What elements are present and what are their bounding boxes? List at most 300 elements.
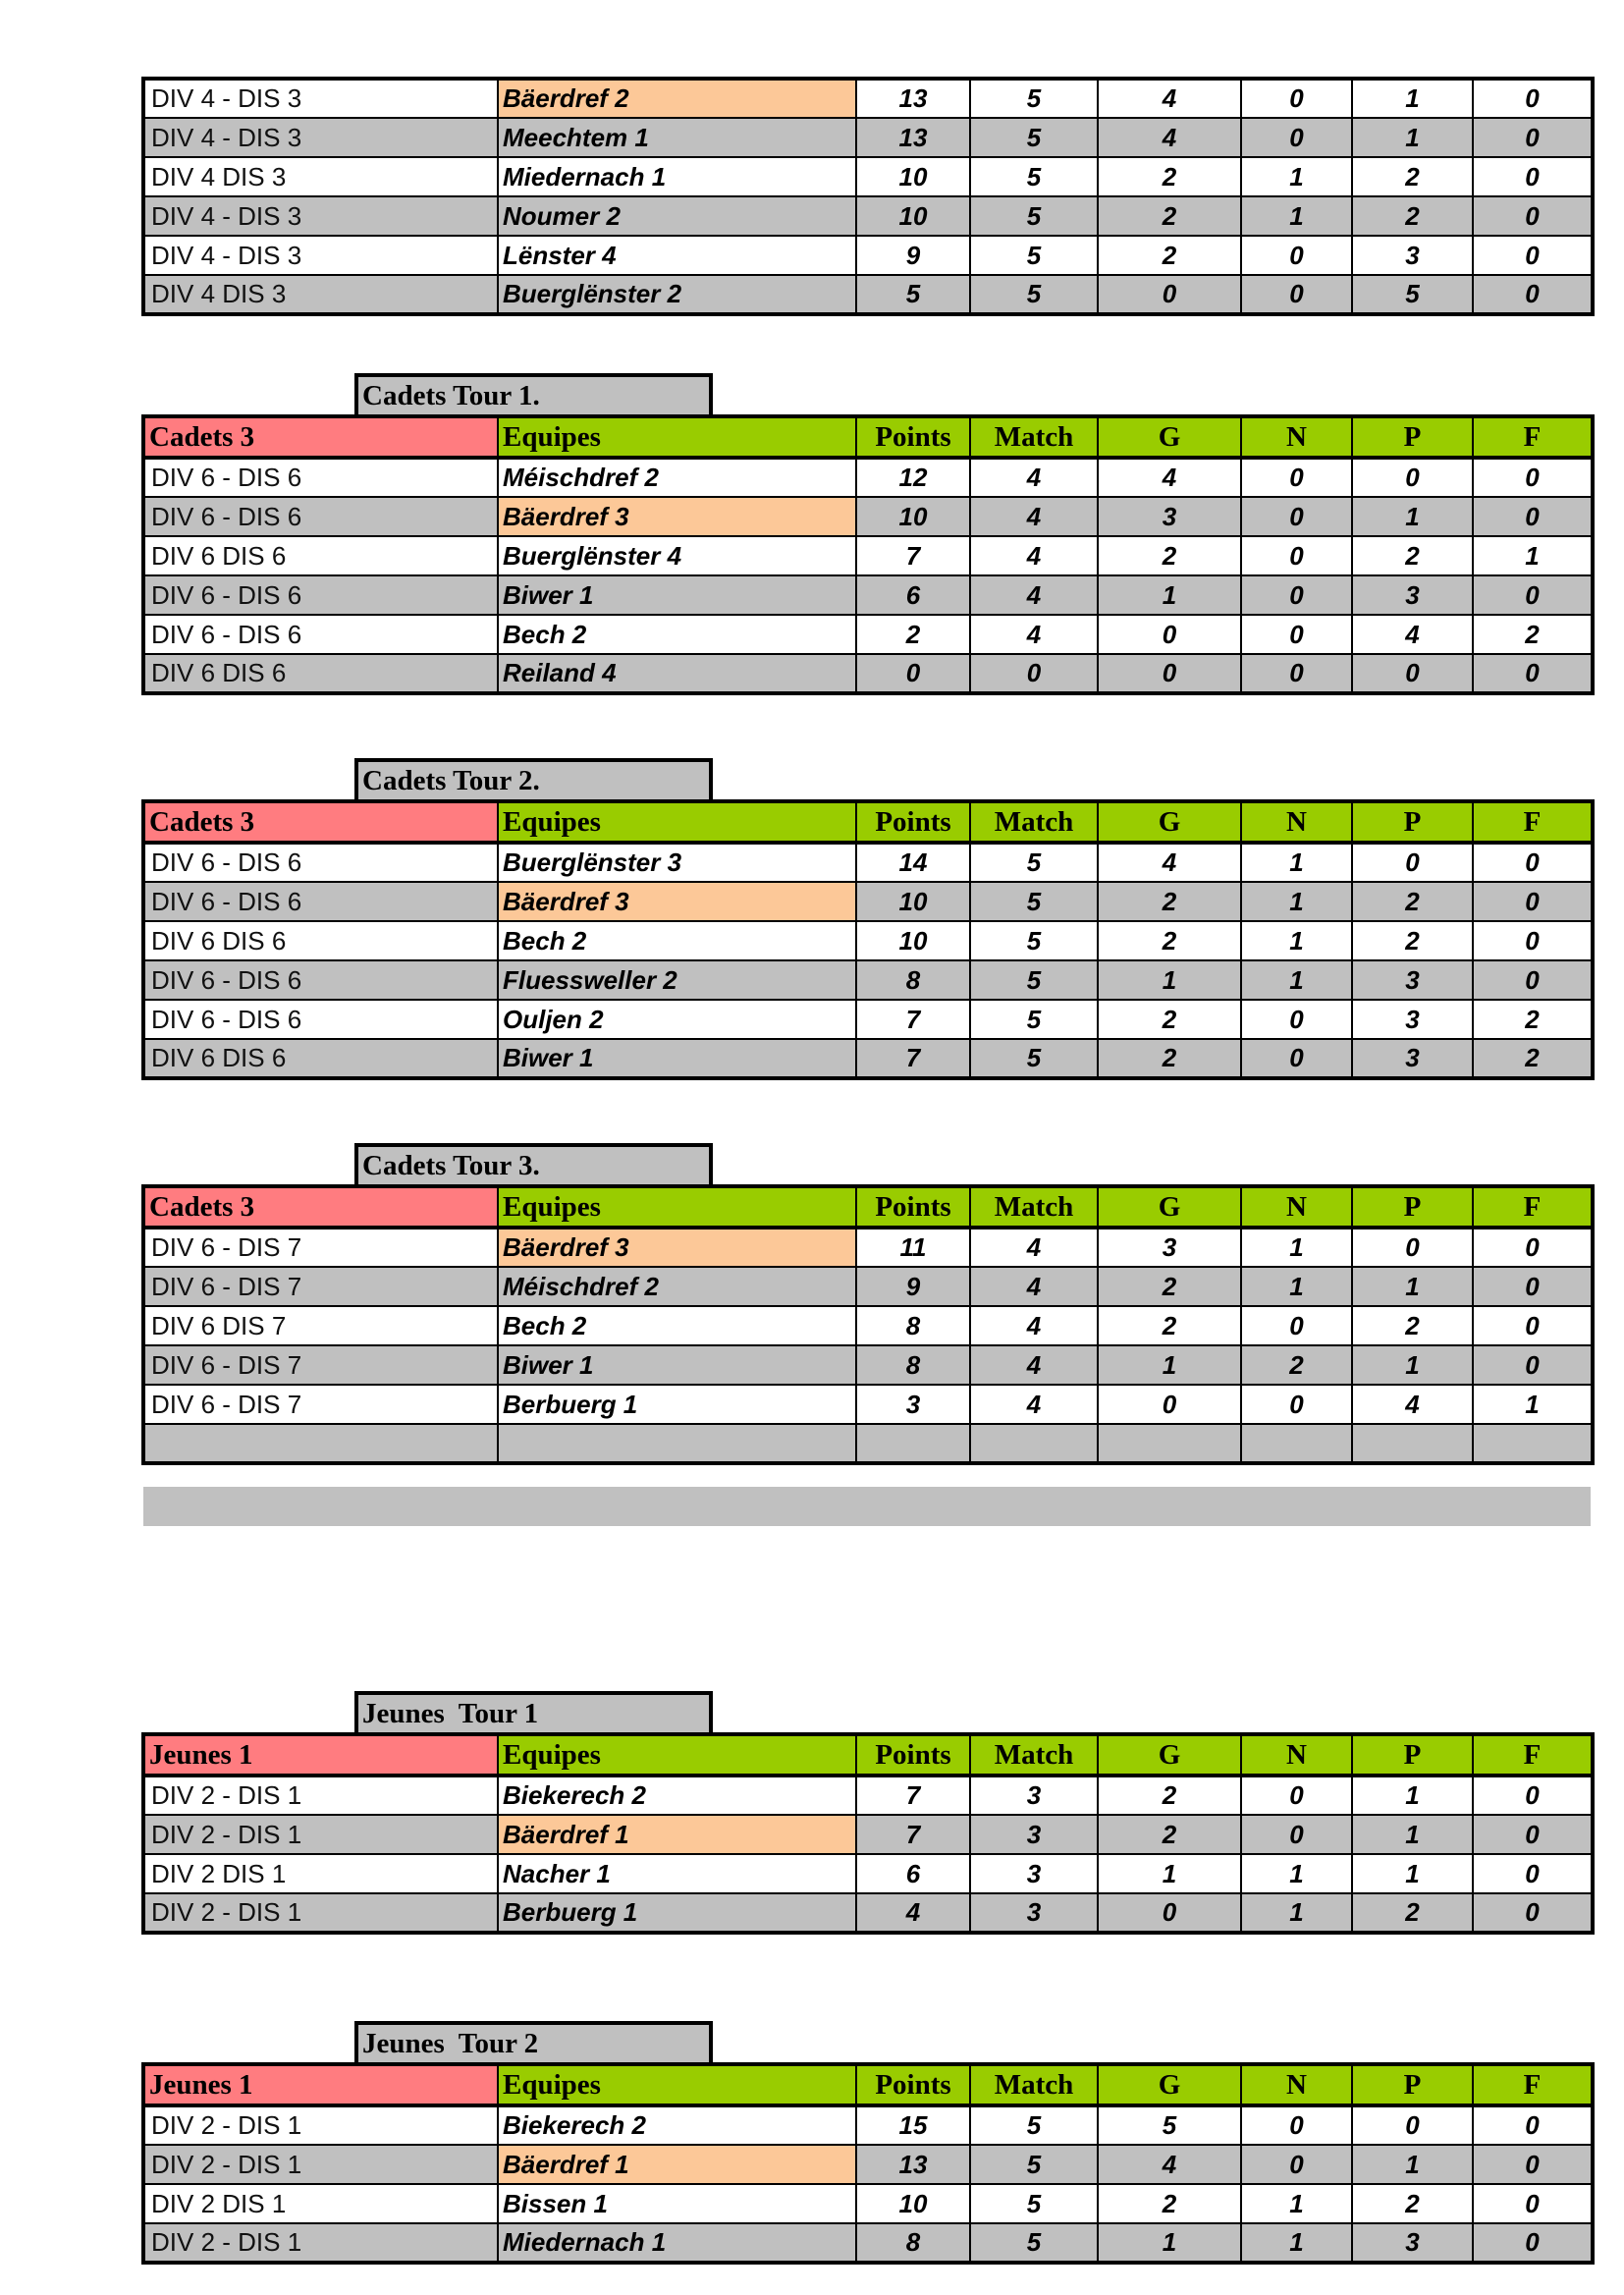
draws-cell: 0 [1241, 2105, 1352, 2145]
matches-cell: 5 [970, 157, 1098, 196]
wins-cell: 2 [1098, 2184, 1241, 2223]
wins-cell: 0 [1098, 275, 1241, 314]
table-row [143, 157, 1593, 196]
points-cell: 13 [856, 2145, 970, 2184]
points-cell: 12 [856, 458, 970, 497]
col-points: Points [856, 1734, 970, 1776]
matches-cell: 5 [970, 236, 1098, 275]
losses-cell [1352, 1424, 1473, 1463]
team-name-cell: Bech 2 [498, 921, 856, 960]
matches-cell [970, 1424, 1098, 1463]
draws-cell: 0 [1241, 1306, 1352, 1345]
losses-cell: 5 [1352, 275, 1473, 314]
draws-cell: 1 [1241, 2223, 1352, 2263]
division-cell: DIV 6 - DIS 6 [143, 882, 498, 921]
draws-cell: 1 [1241, 882, 1352, 921]
col-points: Points [856, 2064, 970, 2105]
team-name-cell: Buerglënster 2 [498, 275, 856, 314]
losses-cell: 1 [1352, 79, 1473, 118]
losses-cell: 1 [1352, 1815, 1473, 1854]
draws-cell: 1 [1241, 1267, 1352, 1306]
tour-caption: Cadets Tour 2. [354, 758, 713, 799]
team-name-cell: Bech 2 [498, 1306, 856, 1345]
division-cell: DIV 6 - DIS 7 [143, 1228, 498, 1267]
matches-cell: 5 [970, 2223, 1098, 2263]
col-g: G [1098, 801, 1241, 843]
standings-table [141, 1732, 1595, 1935]
losses-cell: 3 [1352, 2223, 1473, 2263]
division-cell: DIV 6 - DIS 6 [143, 843, 498, 882]
losses-cell: 0 [1352, 843, 1473, 882]
matches-cell: 5 [970, 960, 1098, 1000]
tour-caption: Cadets Tour 3. [354, 1143, 713, 1184]
draws-cell: 0 [1241, 275, 1352, 314]
forfeits-cell: 0 [1473, 118, 1593, 157]
wins-cell: 0 [1098, 615, 1241, 654]
losses-cell: 1 [1352, 1345, 1473, 1385]
points-cell: 9 [856, 236, 970, 275]
draws-cell: 0 [1241, 458, 1352, 497]
forfeits-cell: 0 [1473, 575, 1593, 615]
division-cell: DIV 6 - DIS 6 [143, 960, 498, 1000]
wins-cell: 4 [1098, 458, 1241, 497]
points-cell: 13 [856, 118, 970, 157]
team-name-cell: Biwer 1 [498, 1039, 856, 1078]
points-cell: 9 [856, 1267, 970, 1306]
points-cell: 2 [856, 615, 970, 654]
col-n: N [1241, 416, 1352, 458]
team-name-cell: Bäerdref 1 [498, 2145, 856, 2184]
col-match: Match [970, 801, 1098, 843]
points-cell: 7 [856, 1000, 970, 1039]
table-row [143, 1893, 1593, 1933]
col-equipes: Equipes [498, 1734, 856, 1776]
division-cell: DIV 4 - DIS 3 [143, 196, 498, 236]
col-g: G [1098, 416, 1241, 458]
col-match: Match [970, 2064, 1098, 2105]
wins-cell: 1 [1098, 2223, 1241, 2263]
header-row [143, 2064, 1593, 2105]
points-cell: 10 [856, 196, 970, 236]
points-cell: 10 [856, 2184, 970, 2223]
division-cell: DIV 6 - DIS 7 [143, 1267, 498, 1306]
points-cell: 7 [856, 536, 970, 575]
wins-cell: 3 [1098, 1228, 1241, 1267]
losses-cell: 1 [1352, 1776, 1473, 1815]
division-cell: DIV 4 DIS 3 [143, 275, 498, 314]
table-row [143, 2105, 1593, 2145]
division-cell: DIV 6 DIS 6 [143, 1039, 498, 1078]
col-equipes: Equipes [498, 2064, 856, 2105]
col-g: G [1098, 1734, 1241, 1776]
points-cell: 4 [856, 1893, 970, 1933]
matches-cell: 5 [970, 2184, 1098, 2223]
team-name-cell: Méischdref 2 [498, 1267, 856, 1306]
col-f: F [1473, 1186, 1593, 1228]
table-row [143, 118, 1593, 157]
forfeits-cell: 1 [1473, 536, 1593, 575]
wins-cell: 5 [1098, 2105, 1241, 2145]
wins-cell [1098, 1424, 1241, 1463]
draws-cell: 0 [1241, 1385, 1352, 1424]
table-row [143, 536, 1593, 575]
table-row [143, 1228, 1593, 1267]
draws-cell: 0 [1241, 118, 1352, 157]
points-cell: 5 [856, 275, 970, 314]
table-row [143, 1267, 1593, 1306]
points-cell: 14 [856, 843, 970, 882]
wins-cell: 2 [1098, 1306, 1241, 1345]
team-name-cell: Biekerech 2 [498, 1776, 856, 1815]
draws-cell: 1 [1241, 921, 1352, 960]
wins-cell: 2 [1098, 1776, 1241, 1815]
table-row [143, 2145, 1593, 2184]
team-name-cell: Noumer 2 [498, 196, 856, 236]
wins-cell: 2 [1098, 1000, 1241, 1039]
team-name-cell: Méischdref 2 [498, 458, 856, 497]
losses-cell: 2 [1352, 196, 1473, 236]
col-g: G [1098, 2064, 1241, 2105]
division-cell: DIV 6 - DIS 6 [143, 1000, 498, 1039]
tour-caption: Jeunes Tour 1 [354, 1691, 713, 1732]
wins-cell: 2 [1098, 1267, 1241, 1306]
col-f: F [1473, 801, 1593, 843]
team-name-cell: Bissen 1 [498, 2184, 856, 2223]
forfeits-cell: 0 [1473, 960, 1593, 1000]
points-cell: 10 [856, 157, 970, 196]
draws-cell: 1 [1241, 960, 1352, 1000]
col-equipes: Equipes [498, 1186, 856, 1228]
team-name-cell: Biwer 1 [498, 575, 856, 615]
wins-cell: 2 [1098, 1815, 1241, 1854]
points-cell: 7 [856, 1815, 970, 1854]
matches-cell: 5 [970, 1000, 1098, 1039]
team-name-cell: Bäerdref 1 [498, 1815, 856, 1854]
wins-cell: 1 [1098, 575, 1241, 615]
division-cell: DIV 2 - DIS 1 [143, 2105, 498, 2145]
table-row [143, 275, 1593, 314]
division-cell: DIV 2 DIS 1 [143, 2184, 498, 2223]
team-name-cell [498, 1424, 856, 1463]
standings-table [141, 414, 1595, 695]
draws-cell: 1 [1241, 1854, 1352, 1893]
matches-cell: 4 [970, 458, 1098, 497]
draws-cell: 1 [1241, 157, 1352, 196]
forfeits-cell: 0 [1473, 196, 1593, 236]
team-name-cell: Buerglënster 3 [498, 843, 856, 882]
col-f: F [1473, 2064, 1593, 2105]
table-row [143, 1039, 1593, 1078]
matches-cell: 4 [970, 575, 1098, 615]
losses-cell: 1 [1352, 1854, 1473, 1893]
team-name-cell: Miedernach 1 [498, 2223, 856, 2263]
table-row [143, 1815, 1593, 1854]
table-row [143, 654, 1593, 693]
draws-cell: 0 [1241, 1000, 1352, 1039]
wins-cell: 2 [1098, 236, 1241, 275]
division-cell: DIV 2 DIS 1 [143, 1854, 498, 1893]
table-row [143, 1306, 1593, 1345]
wins-cell: 1 [1098, 960, 1241, 1000]
col-n: N [1241, 2064, 1352, 2105]
division-cell: DIV 4 - DIS 3 [143, 236, 498, 275]
forfeits-cell: 0 [1473, 275, 1593, 314]
team-name-cell: Bäerdref 3 [498, 882, 856, 921]
draws-cell: 1 [1241, 843, 1352, 882]
points-cell: 6 [856, 575, 970, 615]
matches-cell: 5 [970, 79, 1098, 118]
matches-cell: 5 [970, 118, 1098, 157]
division-cell: DIV 6 DIS 7 [143, 1306, 498, 1345]
wins-cell: 0 [1098, 1385, 1241, 1424]
division-cell: DIV 6 - DIS 6 [143, 458, 498, 497]
division-cell: DIV 2 - DIS 1 [143, 2223, 498, 2263]
points-cell [856, 1424, 970, 1463]
table-row [143, 1345, 1593, 1385]
col-match: Match [970, 416, 1098, 458]
col-p: P [1352, 416, 1473, 458]
wins-cell: 1 [1098, 1854, 1241, 1893]
losses-cell: 0 [1352, 458, 1473, 497]
wins-cell: 4 [1098, 2145, 1241, 2184]
team-name-cell: Ouljen 2 [498, 1000, 856, 1039]
category-label: Jeunes 1 [143, 2064, 498, 2105]
tour-caption: Jeunes Tour 2 [354, 2021, 713, 2062]
matches-cell: 5 [970, 843, 1098, 882]
draws-cell: 0 [1241, 79, 1352, 118]
table-row [143, 921, 1593, 960]
points-cell: 10 [856, 921, 970, 960]
draws-cell: 2 [1241, 1345, 1352, 1385]
losses-cell: 2 [1352, 921, 1473, 960]
matches-cell: 3 [970, 1815, 1098, 1854]
header-row [143, 1734, 1593, 1776]
table-row [143, 2223, 1593, 2263]
draws-cell: 0 [1241, 536, 1352, 575]
division-cell: DIV 6 DIS 6 [143, 536, 498, 575]
matches-cell: 4 [970, 615, 1098, 654]
losses-cell: 0 [1352, 1228, 1473, 1267]
wins-cell: 2 [1098, 157, 1241, 196]
table-row [143, 458, 1593, 497]
col-equipes: Equipes [498, 801, 856, 843]
draws-cell: 0 [1241, 236, 1352, 275]
forfeits-cell: 2 [1473, 1039, 1593, 1078]
col-match: Match [970, 1186, 1098, 1228]
losses-cell: 3 [1352, 1039, 1473, 1078]
losses-cell: 1 [1352, 497, 1473, 536]
team-name-cell: Berbuerg 1 [498, 1385, 856, 1424]
forfeits-cell: 0 [1473, 79, 1593, 118]
matches-cell: 5 [970, 275, 1098, 314]
matches-cell: 5 [970, 921, 1098, 960]
losses-cell: 4 [1352, 1385, 1473, 1424]
team-name-cell: Nacher 1 [498, 1854, 856, 1893]
losses-cell: 2 [1352, 1893, 1473, 1933]
team-name-cell: Miedernach 1 [498, 157, 856, 196]
table-row [143, 1854, 1593, 1893]
table-row [143, 615, 1593, 654]
matches-cell: 4 [970, 497, 1098, 536]
table-row [143, 79, 1593, 118]
matches-cell: 4 [970, 1228, 1098, 1267]
points-cell: 10 [856, 497, 970, 536]
draws-cell: 1 [1241, 2184, 1352, 2223]
gray-band [143, 1487, 1591, 1526]
draws-cell: 0 [1241, 1776, 1352, 1815]
points-cell: 8 [856, 1345, 970, 1385]
wins-cell: 0 [1098, 1893, 1241, 1933]
table-row [143, 1000, 1593, 1039]
col-p: P [1352, 1734, 1473, 1776]
forfeits-cell [1473, 1424, 1593, 1463]
points-cell: 7 [856, 1776, 970, 1815]
team-name-cell: Fluessweller 2 [498, 960, 856, 1000]
forfeits-cell: 1 [1473, 1385, 1593, 1424]
col-n: N [1241, 1734, 1352, 1776]
losses-cell: 2 [1352, 157, 1473, 196]
matches-cell: 5 [970, 2105, 1098, 2145]
table-row [143, 236, 1593, 275]
forfeits-cell: 0 [1473, 2105, 1593, 2145]
forfeits-cell: 0 [1473, 458, 1593, 497]
forfeits-cell: 0 [1473, 2145, 1593, 2184]
draws-cell: 0 [1241, 654, 1352, 693]
standings-table [141, 77, 1595, 316]
draws-cell: 0 [1241, 1815, 1352, 1854]
matches-cell: 3 [970, 1854, 1098, 1893]
header-row [143, 1186, 1593, 1228]
wins-cell: 2 [1098, 882, 1241, 921]
forfeits-cell: 2 [1473, 615, 1593, 654]
matches-cell: 5 [970, 1039, 1098, 1078]
points-cell: 3 [856, 1385, 970, 1424]
division-cell: DIV 6 DIS 6 [143, 654, 498, 693]
draws-cell [1241, 1424, 1352, 1463]
col-points: Points [856, 1186, 970, 1228]
team-name-cell: Reiland 4 [498, 654, 856, 693]
draws-cell: 1 [1241, 1893, 1352, 1933]
forfeits-cell: 0 [1473, 1228, 1593, 1267]
division-cell: DIV 6 - DIS 7 [143, 1345, 498, 1385]
matches-cell: 4 [970, 1345, 1098, 1385]
losses-cell: 0 [1352, 2105, 1473, 2145]
col-n: N [1241, 801, 1352, 843]
losses-cell: 2 [1352, 2184, 1473, 2223]
draws-cell: 0 [1241, 615, 1352, 654]
col-p: P [1352, 2064, 1473, 2105]
losses-cell: 1 [1352, 118, 1473, 157]
table-row [143, 196, 1593, 236]
division-cell: DIV 6 - DIS 7 [143, 1385, 498, 1424]
division-cell: DIV 2 - DIS 1 [143, 1893, 498, 1933]
points-cell: 11 [856, 1228, 970, 1267]
losses-cell: 2 [1352, 1306, 1473, 1345]
col-equipes: Equipes [498, 416, 856, 458]
forfeits-cell: 0 [1473, 654, 1593, 693]
draws-cell: 0 [1241, 575, 1352, 615]
matches-cell: 5 [970, 2145, 1098, 2184]
forfeits-cell: 0 [1473, 2223, 1593, 2263]
team-name-cell: Bäerdref 3 [498, 1228, 856, 1267]
col-points: Points [856, 801, 970, 843]
col-f: F [1473, 416, 1593, 458]
table-row [143, 960, 1593, 1000]
forfeits-cell: 0 [1473, 1306, 1593, 1345]
losses-cell: 3 [1352, 236, 1473, 275]
col-f: F [1473, 1734, 1593, 1776]
losses-cell: 1 [1352, 1267, 1473, 1306]
division-cell: DIV 6 DIS 6 [143, 921, 498, 960]
table-row [143, 2184, 1593, 2223]
wins-cell: 4 [1098, 118, 1241, 157]
table-row [143, 1424, 1593, 1463]
division-cell: DIV 2 - DIS 1 [143, 1776, 498, 1815]
team-name-cell: Bech 2 [498, 615, 856, 654]
forfeits-cell: 0 [1473, 236, 1593, 275]
forfeits-cell: 0 [1473, 1815, 1593, 1854]
division-cell: DIV 6 - DIS 6 [143, 575, 498, 615]
wins-cell: 4 [1098, 843, 1241, 882]
points-cell: 8 [856, 2223, 970, 2263]
draws-cell: 0 [1241, 1039, 1352, 1078]
points-cell: 8 [856, 960, 970, 1000]
table-row [143, 575, 1593, 615]
wins-cell: 1 [1098, 1345, 1241, 1385]
wins-cell: 2 [1098, 196, 1241, 236]
losses-cell: 3 [1352, 960, 1473, 1000]
table-row [143, 882, 1593, 921]
division-cell: DIV 6 - DIS 6 [143, 615, 498, 654]
forfeits-cell: 0 [1473, 157, 1593, 196]
matches-cell: 4 [970, 1306, 1098, 1345]
table-row [143, 1385, 1593, 1424]
header-row [143, 416, 1593, 458]
forfeits-cell: 0 [1473, 497, 1593, 536]
matches-cell: 4 [970, 1385, 1098, 1424]
losses-cell: 3 [1352, 575, 1473, 615]
category-label: Cadets 3 [143, 801, 498, 843]
forfeits-cell: 0 [1473, 1893, 1593, 1933]
losses-cell: 2 [1352, 882, 1473, 921]
losses-cell: 2 [1352, 536, 1473, 575]
draws-cell: 0 [1241, 497, 1352, 536]
matches-cell: 0 [970, 654, 1098, 693]
matches-cell: 5 [970, 196, 1098, 236]
team-name-cell: Bäerdref 2 [498, 79, 856, 118]
wins-cell: 3 [1098, 497, 1241, 536]
table-row [143, 497, 1593, 536]
team-name-cell: Meechtem 1 [498, 118, 856, 157]
points-cell: 10 [856, 882, 970, 921]
team-name-cell: Lënster 4 [498, 236, 856, 275]
draws-cell: 0 [1241, 2145, 1352, 2184]
points-cell: 8 [856, 1306, 970, 1345]
forfeits-cell: 0 [1473, 1345, 1593, 1385]
division-cell: DIV 4 - DIS 3 [143, 79, 498, 118]
forfeits-cell: 0 [1473, 2184, 1593, 2223]
forfeits-cell: 0 [1473, 921, 1593, 960]
draws-cell: 1 [1241, 196, 1352, 236]
losses-cell: 4 [1352, 615, 1473, 654]
tour-caption: Cadets Tour 1. [354, 373, 713, 414]
division-cell [143, 1424, 498, 1463]
category-label: Cadets 3 [143, 1186, 498, 1228]
matches-cell: 4 [970, 1267, 1098, 1306]
team-name-cell: Buerglënster 4 [498, 536, 856, 575]
team-name-cell: Biwer 1 [498, 1345, 856, 1385]
header-row [143, 801, 1593, 843]
